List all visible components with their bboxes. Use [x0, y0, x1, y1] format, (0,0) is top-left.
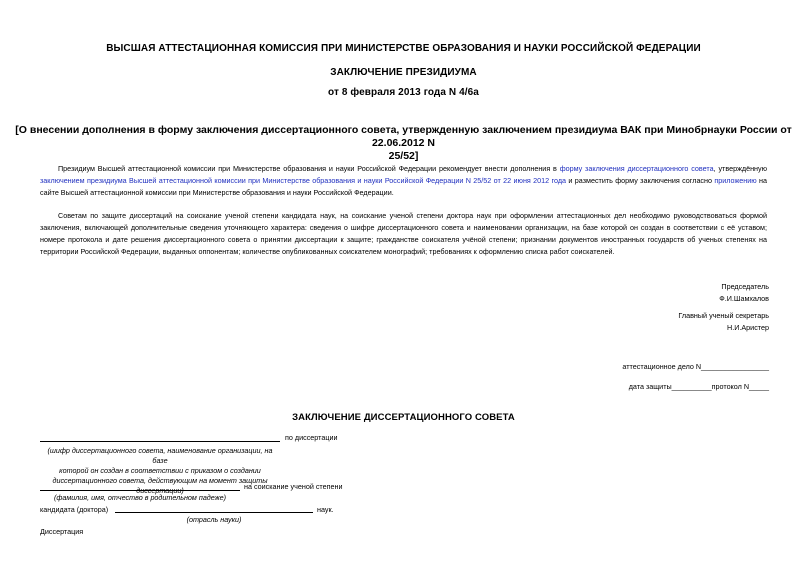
chair-title: Председатель	[721, 282, 769, 291]
degree-label: на соискание ученой степени	[244, 482, 343, 491]
document-title	[0, 124, 807, 163]
document-type: ЗАКЛЮЧЕНИЕ ПРЕЗИДИУМА	[330, 67, 477, 78]
paragraph-2	[40, 210, 767, 258]
paragraph-1-text: и разместить форму заключения согласно	[566, 176, 715, 185]
link-appendix[interactable]: приложению	[714, 176, 757, 185]
link-dissertation-council-form[interactable]: форму заключения диссертационного совета	[559, 164, 714, 173]
paragraph-1-text: на сайте Высшей аттестационной комиссии при Министерстве образования и науки Российской Федерации.	[40, 176, 767, 197]
council-hint-line: которой он создан в соответствии с приказом о создании	[59, 466, 261, 475]
case-number-field: аттестационное дело N_________________	[622, 362, 769, 371]
name-hint: (фамилия, имя, отчество в родительном падеже)	[53, 493, 227, 502]
sciences-label: наук.	[317, 505, 334, 514]
form-heading: ЗАКЛЮЧЕНИЕ ДИССЕРТАЦИОННОГО СОВЕТА	[292, 412, 515, 423]
chair-signature	[719, 282, 769, 304]
chair-name: Ф.И.Шамхалов	[719, 294, 769, 303]
document-date-number: от 8 февраля 2013 года N 4/6а	[328, 87, 479, 98]
on-dissertation-label: по диссертации	[285, 433, 338, 442]
paragraph-1-text: , утверждённую	[713, 164, 767, 173]
secretary-title: Главный ученый секретарь	[678, 311, 769, 320]
secretary-signature	[678, 311, 769, 333]
council-hint-line: (шифр диссертационного совета, наименование организации, на базе	[47, 446, 273, 465]
degree-kind: кандидата (доктора)	[40, 505, 109, 514]
council-blank-line	[40, 441, 280, 442]
defense-date-field: дата защиты__________протокол N_____	[628, 382, 769, 391]
name-blank-line	[40, 490, 240, 491]
link-presidium-conclusion[interactable]: заключением президиума Высшей аттестационной комиссии при Министерстве образования и науки Российской Федерации N 25/52 от 22 июня 2012 года	[40, 176, 567, 185]
council-hint-line: диссертационного совета, действующим на момент защиты	[52, 476, 268, 485]
field-hint: (отрасль науки)	[186, 515, 242, 524]
secretary-name: Н.И.Аристер	[727, 323, 769, 332]
paragraph-1	[40, 163, 767, 199]
paragraph-1-text: Президиум Высшей аттестационной комиссии при Министерстве образования и науки Российской Федерации рекомендует внести дополнения в	[58, 164, 560, 173]
field-blank-line	[115, 512, 313, 513]
document-title-line-1: [О внесении дополнения в форму заключения диссертационного совета, утвержденную заключением президиума ВАК при Минобрнауки России от 22.06.2012 N	[15, 124, 792, 149]
council-hint-line: диссертации)	[136, 486, 184, 495]
org-heading: ВЫСШАЯ АТТЕСТАЦИОННАЯ КОМИССИЯ ПРИ МИНИСТЕРСТВЕ ОБРАЗОВАНИЯ И НАУКИ РОССИЙСКОЙ ФЕДЕРАЦИИ	[106, 43, 701, 54]
paragraph-2-text: Советам по защите диссертаций на соискание ученой степени кандидата наук, на соискание ученой степени доктора наук при оформлении аттестационных дел необходимо руководствоваться формой заключения, включающей дополнительные сведения уточняющего характера: сведения о шифре диссертационного совета и наименовании организации, на базе которой он создан в соответствии с её уставом; номере протокола и дате решения диссертационного совета о принятии диссертации к защите; гражданстве соискателя учёной степени; признании документов иностранных государств об ученых степенях на территории Российской Федерации, выданных оппонентам; количестве опубликованных соискателем монографий; требованиях к оформлению списка работ соискателей.	[40, 211, 767, 256]
document-title-line-2: 25/52]	[388, 150, 419, 162]
dissertation-label: Диссертация	[40, 527, 84, 536]
